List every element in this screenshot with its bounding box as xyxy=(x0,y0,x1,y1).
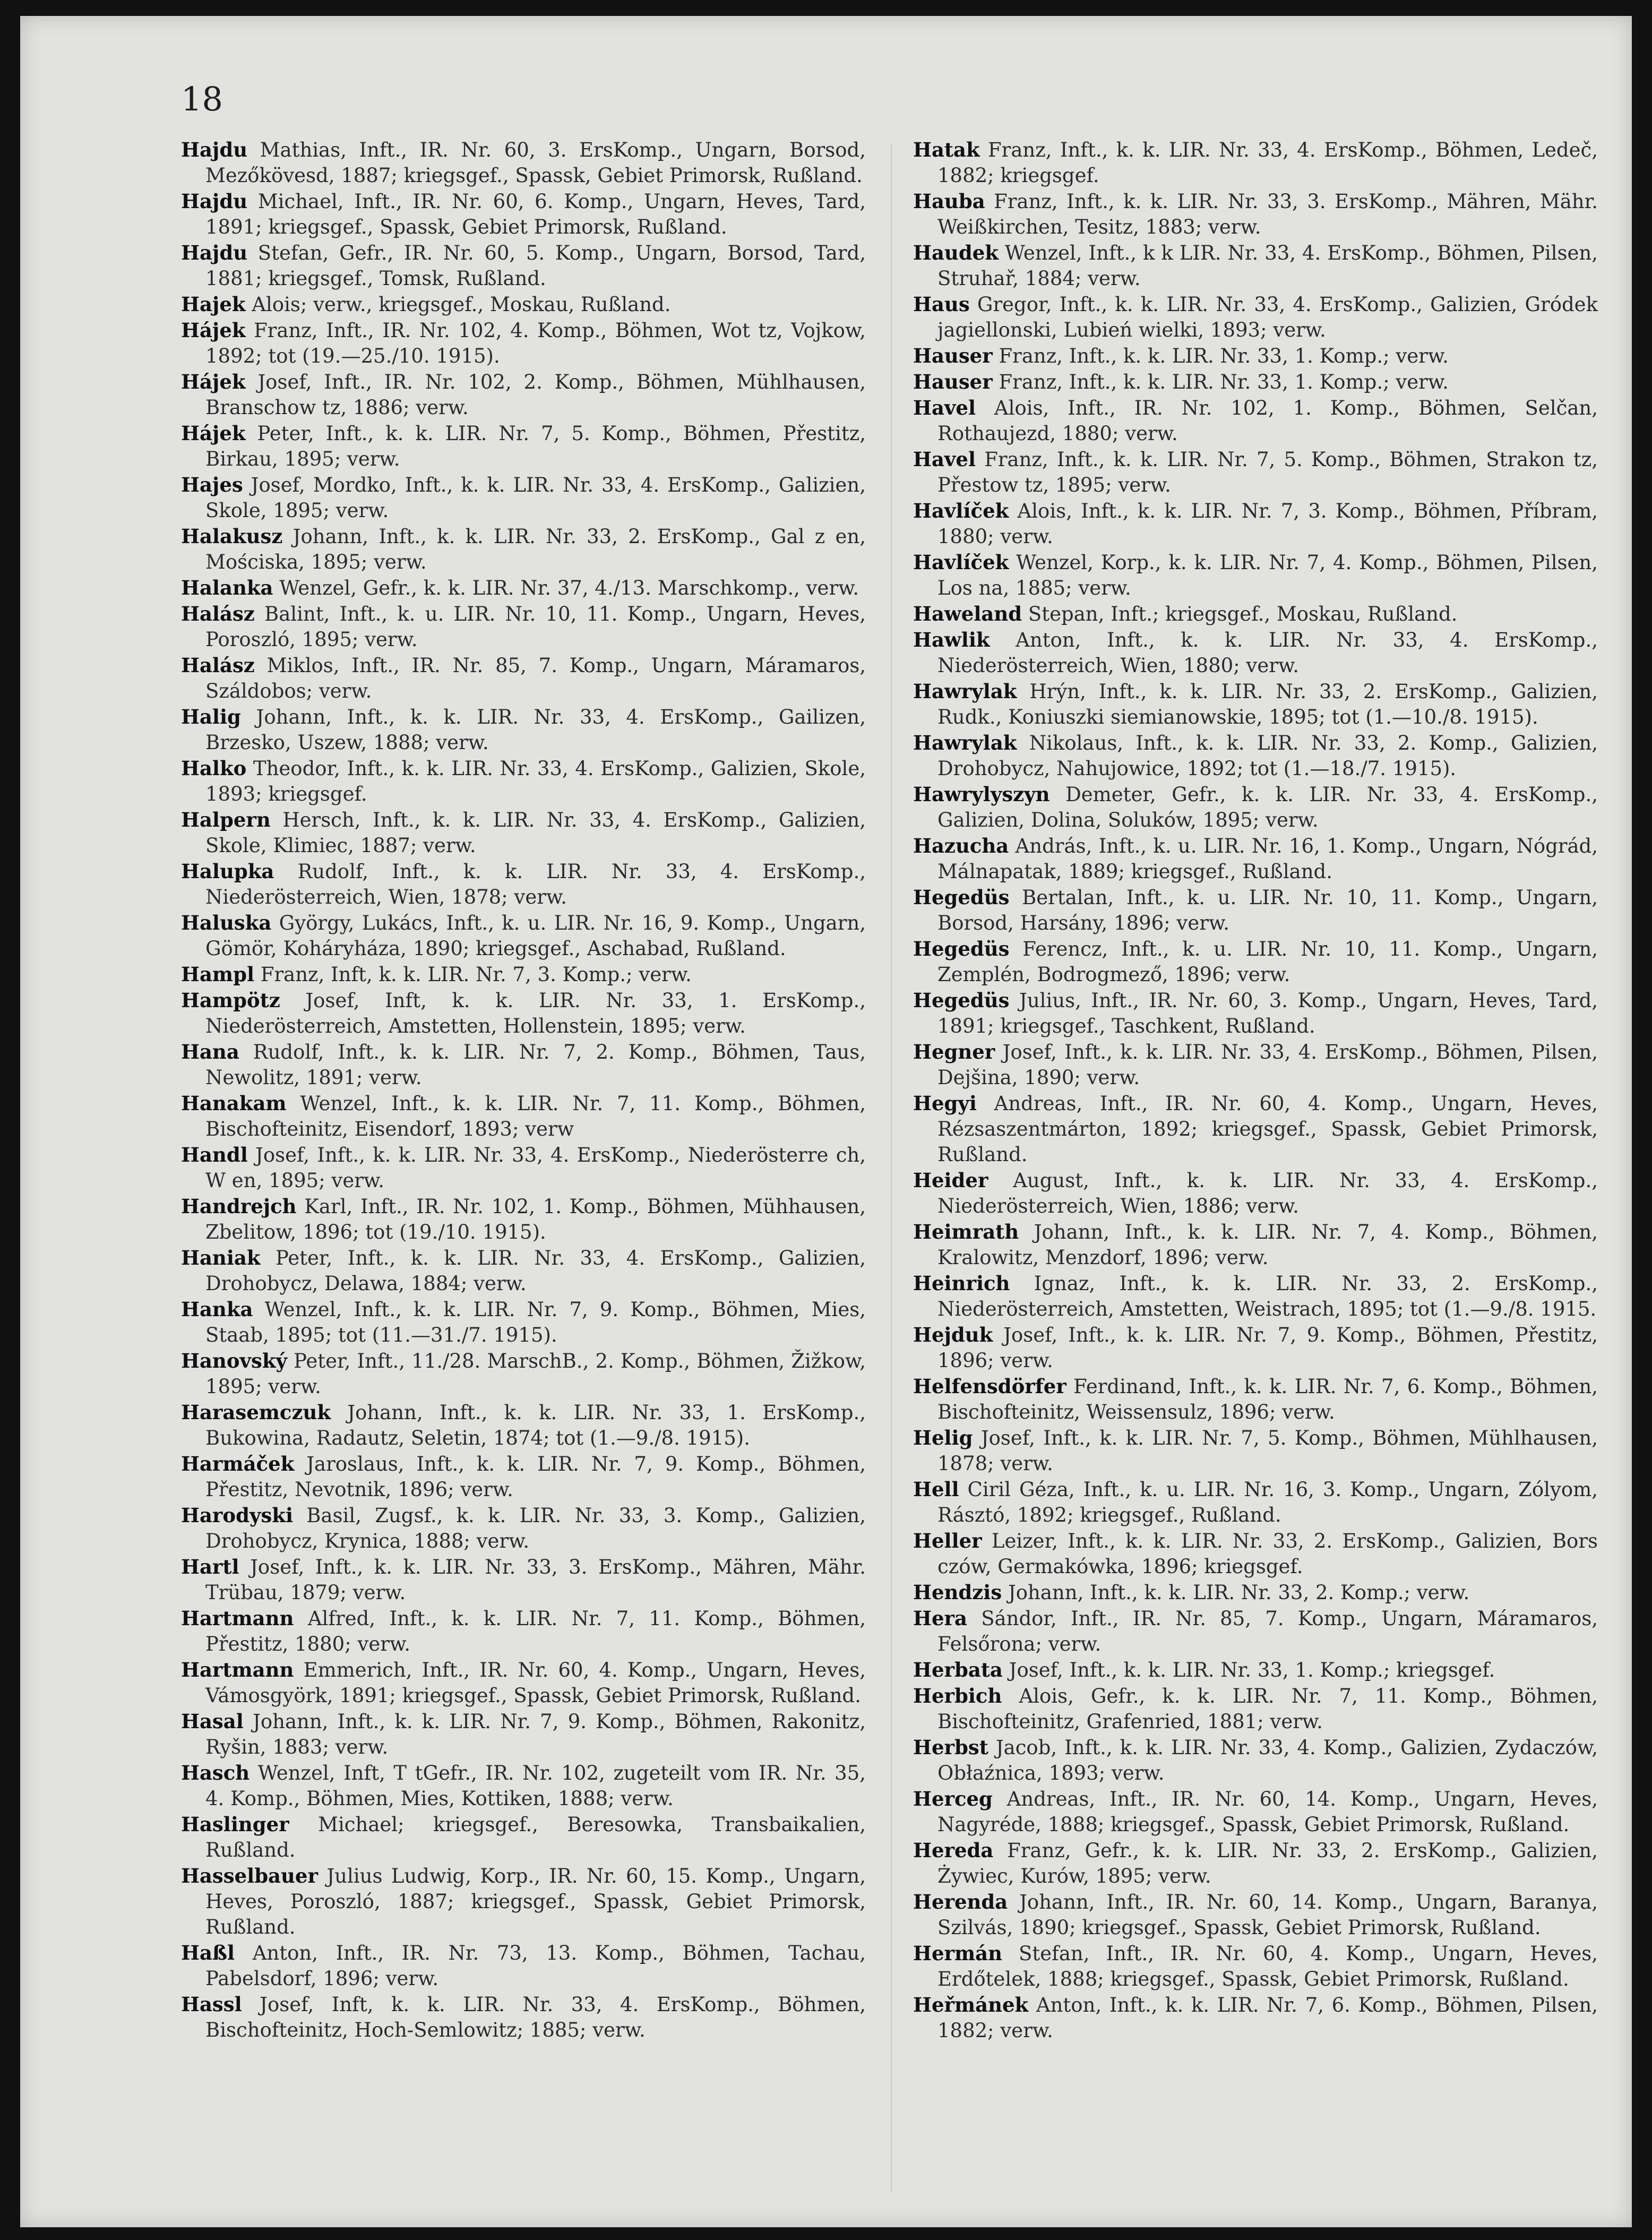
entry-surname: Halász xyxy=(181,654,255,677)
entry-details: Josef, Inft., IR. Nr. 102, 2. Komp., Böhmen, Mühlhausen, Branschow tz, 1886; verw. xyxy=(205,371,866,419)
entry-details: Michael; kriegsgef., Beresowka, Transbaikalien, Rußland. xyxy=(205,1813,866,1861)
entry-details: Hrýn, Inft., k. k. LIR. Nr. 33, 2. ErsKomp., Galizien, Rudk., Koniuszki siemianowskie, 1895; tot (1.—10./8. 1915). xyxy=(937,680,1598,728)
entry-surname: Hájek xyxy=(181,370,246,393)
entry-details: Rudolf, Inft., k. k. LIR. Nr. 33, 4. ErsKomp., Niederösterreich, Wien, 1878; verw. xyxy=(205,860,866,908)
list-entry xyxy=(181,1400,866,1451)
entry-details: Sándor, Inft., IR. Nr. 85, 7. Komp., Ungarn, Máramaros, Felsőrona; verw. xyxy=(937,1607,1598,1655)
entry-details: Josef, Inft., k. k. LIR. Nr. 33, 1. Komp.; kriegsgef. xyxy=(1009,1659,1495,1681)
entry-surname: Hauser xyxy=(913,370,993,393)
list-entry xyxy=(913,730,1598,782)
entry-surname: Heider xyxy=(913,1169,988,1192)
entry-surname: Hera xyxy=(913,1607,967,1630)
entry-surname: Hassl xyxy=(181,1993,242,2016)
list-entry xyxy=(181,137,866,188)
list-entry xyxy=(913,1606,1598,1657)
entry-details: Josef, Inft., k. k. LIR. Nr. 7, 9. Komp., Böhmen, Přestitz, 1896; verw. xyxy=(937,1324,1598,1372)
entry-details: Wenzel, Inft, T tGefr., IR. Nr. 102, zugeteilt vom IR. Nr. 35, 4. Komp., Böhmen, Mies, Kottiken, 1888; verw. xyxy=(205,1762,866,1810)
list-entry xyxy=(913,601,1598,627)
entry-details: Rudolf, Inft., k. k. LIR. Nr. 7, 2. Komp., Böhmen, Taus, Newolitz, 1891; verw. xyxy=(205,1041,866,1089)
entry-details: Josef, Inft., k. k. LIR. Nr. 33, 3. ErsKomp., Mähren, Mähr. Trübau, 1879; verw. xyxy=(205,1556,866,1604)
list-entry xyxy=(913,395,1598,447)
list-entry xyxy=(913,1683,1598,1735)
entry-surname: Hampötz xyxy=(181,989,280,1012)
document-page xyxy=(20,16,1632,2227)
entry-surname: Hampl xyxy=(181,963,255,986)
entry-details: Johann, Inft., k. k. LIR. Nr. 33, 2. ErsKomp., Gal z en, Mościska, 1895; verw. xyxy=(205,525,866,573)
list-entry xyxy=(181,1812,866,1863)
entry-details: Anton, Inft., k. k. LIR. Nr. 33, 4. ErsKomp., Niederösterreich, Wien, 1880; verw. xyxy=(937,629,1598,677)
entry-details: Karl, Inft., IR. Nr. 102, 1. Komp., Böhmen, Mühhausen, Zbelitow, 1896; tot (19./10. 1915). xyxy=(205,1195,866,1243)
entry-details: Michael, Inft., IR. Nr. 60, 6. Komp., Ungarn, Heves, Tard, 1891; kriegsgef., Spassk, Gebiet Primorsk, Rußland. xyxy=(205,190,866,238)
entry-details: Ferencz, Inft., k. u. LIR. Nr. 10, 11. Komp., Ungarn, Zemplén, Bodrogmező, 1896; verw. xyxy=(937,938,1598,986)
list-entry xyxy=(913,369,1598,395)
entry-details: Alfred, Inft., k. k. LIR. Nr. 7, 11. Komp., Böhmen, Přestitz, 1880; verw. xyxy=(205,1607,866,1655)
entry-surname: Hauba xyxy=(913,190,985,213)
list-entry xyxy=(913,1735,1598,1786)
list-entry xyxy=(913,1528,1598,1580)
entry-details: Franz, Inft., k. k. LIR. Nr. 33, 3. ErsKomp., Mähren, Mähr. Weißkirchen, Tesitz, 1883; verw. xyxy=(937,190,1598,238)
entry-surname: Hájek xyxy=(181,422,246,445)
list-entry xyxy=(913,137,1598,188)
list-entry xyxy=(913,1091,1598,1168)
entry-surname: Hawrylyszyn xyxy=(913,783,1050,806)
entry-details: Nikolaus, Inft., k. k. LIR. Nr. 33, 2. Komp., Galizien, Drohobycz, Nahujowice, 1892; tot (1.—18./7. 1915). xyxy=(937,732,1598,780)
list-entry xyxy=(181,859,866,910)
list-entry xyxy=(913,1580,1598,1606)
list-entry xyxy=(181,1760,866,1812)
entry-details: Josef, Inft, k. k. LIR. Nr. 33, 4. ErsKomp., Böhmen, Bischofteinitz, Hoch-Semlowitz; 1885; verw. xyxy=(205,1993,866,2041)
entry-details: Alois, Inft., k. k. LIR. Nr. 7, 3. Komp., Böhmen, Příbram, 1880; verw. xyxy=(937,500,1598,548)
entry-surname: Hegedüs xyxy=(913,989,1010,1012)
entry-surname: Harodyski xyxy=(181,1504,293,1527)
list-entry xyxy=(913,885,1598,936)
list-entry xyxy=(913,1941,1598,1992)
list-entry xyxy=(181,988,866,1039)
list-entry xyxy=(181,291,866,317)
entry-details: Julius Ludwig, Korp., IR. Nr. 60, 15. Komp., Ungarn, Heves, Poroszló, 1887; kriegsgef., Spassk, Gebiet Primorsk, Rußland. xyxy=(205,1865,866,1938)
list-entry xyxy=(181,653,866,704)
entry-details: August, Inft., k. k. LIR. Nr. 33, 4. ErsKomp., Niederösterreich, Wien, 1886; verw. xyxy=(937,1169,1598,1217)
entry-surname: Hawrylak xyxy=(913,731,1017,754)
list-entry xyxy=(181,910,866,962)
entry-surname: Havel xyxy=(913,396,976,419)
list-entry xyxy=(181,369,866,420)
entry-details: Basil, Zugsf., k. k. LIR. Nr. 33, 3. Komp., Galizien, Drohobycz, Krynica, 1888; verw. xyxy=(205,1504,866,1552)
entry-details: Peter, Inft., k. k. LIR. Nr. 7, 5. Komp., Böhmen, Přestitz, Birkau, 1895; verw. xyxy=(205,422,866,470)
entry-surname: Hajek xyxy=(181,293,246,316)
entry-surname: Hájek xyxy=(181,319,246,342)
list-entry xyxy=(913,240,1598,291)
entry-details: Franz, Inft., k. k. LIR. Nr. 33, 4. ErsKomp., Böhmen, Ledeč, 1882; kriegsgef. xyxy=(937,139,1598,187)
entry-surname: Halász xyxy=(181,602,255,625)
list-entry xyxy=(913,1219,1598,1271)
list-entry xyxy=(913,550,1598,601)
list-entry xyxy=(181,420,866,472)
entry-surname: Heimrath xyxy=(913,1220,1019,1243)
entry-details: Ciril Géza, Inft., k. u. LIR. Nr. 16, 3. Komp., Ungarn, Zólyom, Rásztó, 1892; kriegsgef., Rußland. xyxy=(937,1478,1598,1526)
left-column xyxy=(181,137,866,2192)
list-entry xyxy=(181,1606,866,1657)
list-entry xyxy=(181,317,866,369)
entry-details: Franz, Inft., IR. Nr. 102, 4. Komp., Böhmen, Wot tz, Vojkow, 1892; tot (19.—25./10. 1915). xyxy=(205,319,866,367)
entry-details: Demeter, Gefr., k. k. LIR. Nr. 33, 4. ErsKomp., Galizien, Dolina, Solukόw, 1895; verw. xyxy=(937,783,1598,831)
list-entry xyxy=(181,1194,866,1245)
entry-surname: Herbst xyxy=(913,1736,988,1759)
entry-surname: Hasal xyxy=(181,1710,244,1733)
list-entry xyxy=(913,1657,1598,1683)
entry-surname: Handrejch xyxy=(181,1195,297,1218)
entry-surname: Hasselbauer xyxy=(181,1864,318,1887)
entry-surname: Hanovský xyxy=(181,1349,287,1372)
entry-surname: Haus xyxy=(913,293,970,316)
entry-surname: Haslinger xyxy=(181,1813,289,1836)
entry-surname: Helig xyxy=(913,1426,973,1449)
list-entry xyxy=(913,498,1598,550)
entry-details: Peter, Inft., k. k. LIR. Nr. 33, 4. ErsKomp., Galizien, Drohobycz, Delawa, 1884; verw. xyxy=(205,1247,866,1295)
entry-details: Franz, Inft., k. k. LIR. Nr. 33, 1. Komp.; verw. xyxy=(999,371,1449,393)
entry-surname: Hereda xyxy=(913,1839,994,1862)
entry-details: Mathias, Inft., IR. Nr. 60, 3. ErsKomp., Ungarn, Borsod, Mezőkövesd, 1887; kriegsgef., Spassk, Gebiet Primorsk, Rußland. xyxy=(205,139,866,187)
entry-surname: Hawrylak xyxy=(913,680,1017,703)
entry-surname: Havel xyxy=(913,448,976,471)
entry-details: Andreas, Inft., IR. Nr. 60, 14. Komp., Ungarn, Heves, Nagyréde, 1888; kriegsgef., Spassk, Gebiet Primorsk, Rußland. xyxy=(937,1788,1598,1836)
entry-details: Josef, Inft., k. k. LIR. Nr. 33, 4. ErsKomp., Niederösterre ch, W en, 1895; verw. xyxy=(205,1144,866,1192)
entry-surname: Hartmann xyxy=(181,1658,294,1681)
entry-details: Franz, Inft., k. k. LIR. Nr. 7, 5. Komp., Böhmen, Strakon tz, Přestow tz, 1895; verw. xyxy=(937,448,1598,496)
entry-details: Bertalan, Inft., k. u. LIR. Nr. 10, 11. Komp., Ungarn, Borsod, Harsány, 1896; verw. xyxy=(937,886,1598,934)
list-entry xyxy=(913,1992,1598,2044)
entry-details: Wenzel, Inft., k k LIR. Nr. 33, 4. ErsKomp., Böhmen, Pilsen, Struhař, 1884; verw. xyxy=(937,242,1598,290)
entry-details: Josef, Inft., k. k. LIR. Nr. 7, 5. Komp., Böhmen, Mühlhausen, 1878; verw. xyxy=(937,1427,1598,1475)
list-entry xyxy=(913,833,1598,885)
list-entry xyxy=(913,1786,1598,1838)
entry-surname: Heller xyxy=(913,1529,982,1552)
entry-surname: Hendzis xyxy=(913,1581,1002,1604)
entry-details: Julius, Inft., IR. Nr. 60, 3. Komp., Ungarn, Heves, Tard, 1891; kriegsgef., Taschkent, Rußland. xyxy=(937,989,1598,1037)
list-entry xyxy=(181,1554,866,1606)
entry-details: Josef, Inft, k. k. LIR. Nr. 33, 1. ErsKomp., Niederösterreich, Amstetten, Hollenstein, 1895; verw. xyxy=(205,989,866,1037)
entry-details: György, Lukács, Inft., k. u. LIR. Nr. 16, 9. Komp., Ungarn, Gömör, Koháryháza, 1890; kriegsgef., Aschabad, Rußland. xyxy=(205,912,866,960)
list-entry xyxy=(913,1477,1598,1528)
entry-details: Johann, Inft., k. k. LIR. Nr. 33, 1. ErsKomp., Bukowina, Radautz, Seletin, 1874; tot (1.—9./8. 1915). xyxy=(205,1401,866,1449)
entry-surname: Hajdu xyxy=(181,190,248,213)
list-entry xyxy=(913,1271,1598,1322)
list-entry xyxy=(181,472,866,523)
entry-surname: Heinrich xyxy=(913,1272,1010,1295)
entry-surname: Haluska xyxy=(181,911,272,934)
entry-details: Hersch, Inft., k. k. LIR. Nr. 33, 4. ErsKomp., Galizien, Skole, Klimiec, 1887; verw. xyxy=(205,809,866,857)
entry-details: Andreas, Inft., IR. Nr. 60, 4. Komp., Ungarn, Heves, Rézsaszentmárton, 1892; kriegsgef., Spassk, Gebiet Primorsk, Rußland. xyxy=(937,1092,1598,1166)
entry-surname: Hegedüs xyxy=(913,937,1010,960)
entry-details: Balint, Inft., k. u. LIR. Nr. 10, 11. Komp., Ungarn, Heves, Poroszló, 1895; verw. xyxy=(205,603,866,651)
entry-surname: Helfensdörfer xyxy=(913,1375,1066,1398)
entry-details: Alois; verw., kriegsgef., Moskau, Rußland. xyxy=(252,293,671,316)
list-entry xyxy=(913,447,1598,498)
entry-details: Emmerich, Inft., IR. Nr. 60, 4. Komp., Ungarn, Heves, Vámosgyörk, 1891; kriegsgef., Spassk, Gebiet Primorsk, Rußland. xyxy=(205,1659,866,1707)
list-entry xyxy=(913,1374,1598,1425)
entry-details: Gregor, Inft., k. k. LIR. Nr. 33, 4. ErsKomp., Galizien, Gródek jagiellonski, Lubień wielki, 1893; verw. xyxy=(937,293,1598,341)
list-entry xyxy=(181,575,866,601)
list-entry xyxy=(913,343,1598,369)
entry-details: Ferdinand, Inft., k. k. LIR. Nr. 7, 6. Komp., Böhmen, Bischofteinitz, Weissensulz, 1896; verw. xyxy=(937,1375,1598,1423)
entry-details: Stepan, Inft.; kriegsgef., Moskau, Rußland. xyxy=(1028,603,1458,625)
entry-surname: Hazucha xyxy=(913,834,1009,857)
entry-details: Johann, Inft., k. k. LIR. Nr. 7, 9. Komp., Böhmen, Rakonitz, Ryšin, 1883; verw. xyxy=(205,1710,866,1758)
entry-surname: Hegedüs xyxy=(913,886,1010,909)
list-entry xyxy=(181,1245,866,1297)
list-entry xyxy=(913,1322,1598,1374)
entry-surname: Hejduk xyxy=(913,1323,993,1346)
list-entry xyxy=(181,188,866,240)
entry-surname: Herbata xyxy=(913,1658,1003,1681)
entry-details: Franz, Inft., k. k. LIR. Nr. 33, 1. Komp.; verw. xyxy=(999,345,1449,367)
list-entry xyxy=(913,188,1598,240)
list-entry xyxy=(913,1889,1598,1941)
entry-surname: Herbich xyxy=(913,1684,1002,1707)
entry-surname: Hell xyxy=(913,1478,959,1501)
list-entry xyxy=(181,756,866,807)
entry-surname: Halpern xyxy=(181,808,271,831)
list-entry xyxy=(913,1425,1598,1477)
entry-surname: Haudek xyxy=(913,241,999,264)
entry-details: Ignaz, Inft., k. k. LIR. Nr. 33, 2. ErsKomp., Niederösterreich, Amstetten, Weistrach, 1895; tot (1.—9./8. 1915. xyxy=(937,1272,1598,1320)
entry-surname: Handl xyxy=(181,1143,248,1166)
list-entry xyxy=(181,1297,866,1348)
entry-details: Wenzel, Inft., k. k. LIR. Nr. 7, 9. Komp., Böhmen, Mies, Staab, 1895; tot (11.—31./7. 1915). xyxy=(205,1298,866,1346)
entry-surname: Hartl xyxy=(181,1555,239,1578)
entry-surname: Haweland xyxy=(913,602,1022,625)
list-entry xyxy=(181,1863,866,1940)
entry-details: Alois, Inft., IR. Nr. 102, 1. Komp., Böhmen, Selčan, Rothaujezd, 1880; verw. xyxy=(937,397,1598,445)
entry-details: Jaroslaus, Inft., k. k. LIR. Nr. 7, 9. Komp., Böhmen, Přestitz, Nevotnik, 1896; verw. xyxy=(205,1453,866,1501)
entry-details: Jacob, Inft., k. k. LIR. Nr. 33, 4. Komp., Galizien, Zydaczów, Obłaźnica, 1893; verw. xyxy=(937,1736,1598,1784)
list-entry xyxy=(181,1657,866,1709)
entry-surname: Harasemczuk xyxy=(181,1401,331,1424)
entry-details: Stefan, Inft., IR. Nr. 60, 4. Komp., Ungarn, Heves, Erdőtelek, 1888; kriegsgef., Spassk, Gebiet Primorsk, Rußland. xyxy=(937,1942,1598,1990)
entry-surname: Halig xyxy=(181,705,241,728)
entry-surname: Haßl xyxy=(181,1941,235,1964)
list-entry xyxy=(181,962,866,988)
entry-surname: Heřmánek xyxy=(913,1993,1029,2016)
list-entry xyxy=(181,1940,866,1992)
entry-surname: Hanakam xyxy=(181,1092,287,1115)
list-entry xyxy=(913,1168,1598,1219)
list-entry xyxy=(913,988,1598,1039)
entry-details: Johann, Inft., k. k. LIR. Nr. 33, 4. ErsKomp., Gailizen, Brzesko, Uszew, 1888; verw. xyxy=(205,706,866,754)
entry-surname: Halko xyxy=(181,757,247,780)
list-entry xyxy=(181,1451,866,1503)
page-number: 18 xyxy=(181,80,223,118)
entry-details: Johann, Inft., k. k. LIR. Nr. 33, 2. Komp.; verw. xyxy=(1008,1581,1470,1604)
list-entry xyxy=(913,936,1598,988)
entry-details: Johann, Inft., IR. Nr. 60, 14. Komp., Ungarn, Baranya, Szilvás, 1890; kriegsgef., Spassk, Gebiet Primorsk, Rußland. xyxy=(937,1891,1598,1939)
list-entry xyxy=(181,1709,866,1760)
entry-surname: Hartmann xyxy=(181,1607,294,1630)
list-entry xyxy=(913,1838,1598,1889)
entry-details: Alois, Gefr., k. k. LIR. Nr. 7, 11. Komp., Böhmen, Bischofteinitz, Grafenried, 1881; verw. xyxy=(937,1685,1598,1733)
list-entry xyxy=(181,807,866,859)
list-entry xyxy=(181,704,866,756)
entry-surname: Herceg xyxy=(913,1787,993,1810)
list-entry xyxy=(181,523,866,575)
entry-details: Josef, Mordko, Inft., k. k. LIR. Nr. 33, 4. ErsKomp., Galizien, Skole, 1895; verw. xyxy=(205,474,866,522)
entry-surname: Halanka xyxy=(181,576,273,599)
entry-details: Anton, Inft., IR. Nr. 73, 13. Komp., Böhmen, Tachau, Pabelsdorf, 1896; verw. xyxy=(205,1942,866,1990)
list-entry xyxy=(913,627,1598,679)
entry-surname: Haniak xyxy=(181,1246,261,1269)
entry-surname: Hana xyxy=(181,1040,239,1063)
entry-surname: Hajdu xyxy=(181,241,248,264)
entry-details: Anton, Inft., k. k. LIR. Nr. 7, 6. Komp., Böhmen, Pilsen, 1882; verw. xyxy=(937,1994,1598,2042)
entry-surname: Havlíček xyxy=(913,551,1009,574)
list-entry xyxy=(181,1992,866,2043)
list-entry xyxy=(181,240,866,291)
list-entry xyxy=(181,1142,866,1194)
list-entry xyxy=(181,1039,866,1091)
entry-details: Stefan, Gefr., IR. Nr. 60, 5. Komp., Ungarn, Borsod, Tard, 1881; kriegsgef., Tomsk, Rußland. xyxy=(205,242,866,290)
list-entry xyxy=(181,1091,866,1142)
entry-surname: Hermán xyxy=(913,1942,1003,1965)
right-column xyxy=(913,137,1598,2192)
entry-details: Wenzel, Korp., k. k. LIR. Nr. 7, 4. Komp., Böhmen, Pilsen, Los na, 1885; verw. xyxy=(937,551,1598,599)
column-divider xyxy=(891,143,892,2193)
entry-surname: Hegyi xyxy=(913,1092,977,1115)
entry-surname: Hanka xyxy=(181,1298,253,1321)
entry-surname: Havlíček xyxy=(913,499,1009,522)
entry-surname: Hegner xyxy=(913,1040,995,1063)
entry-details: Josef, Inft., k. k. LIR. Nr. 33, 4. ErsKomp., Böhmen, Pilsen, Dejšina, 1890; verw. xyxy=(937,1041,1598,1089)
entry-details: Leizer, Inft., k. k. LIR. Nr. 33, 2. ErsKomp., Galizien, Bors czów, Germakówka, 1896; kriegsgef. xyxy=(937,1530,1598,1578)
list-entry xyxy=(181,1503,866,1554)
list-entry xyxy=(913,1039,1598,1091)
entry-surname: Halupka xyxy=(181,860,274,883)
entry-details: Wenzel, Inft., k. k. LIR. Nr. 7, 11. Komp., Böhmen, Bischofteinitz, Eisendorf, 1893; verw xyxy=(205,1092,866,1140)
entry-details: András, Inft., k. u. LIR. Nr. 16, 1. Komp., Ungarn, Nógrád, Málnapatak, 1889; kriegsgef., Rußland. xyxy=(937,835,1598,883)
entry-details: Franz, Inft, k. k. LIR. Nr. 7, 3. Komp.; verw. xyxy=(260,963,692,986)
entry-surname: Halakusz xyxy=(181,525,283,548)
entry-surname: Hajdu xyxy=(181,138,248,161)
list-entry xyxy=(181,1348,866,1400)
entry-details: Johann, Inft., k. k. LIR. Nr. 7, 4. Komp., Böhmen, Kralowitz, Menzdorf, 1896; verw. xyxy=(937,1221,1598,1269)
entry-surname: Hatak xyxy=(913,138,980,161)
entry-surname: Hauser xyxy=(913,344,993,367)
entry-details: Franz, Gefr., k. k. LIR. Nr. 33, 2. ErsKomp., Galizien, Żywiec, Kurów, 1895; verw. xyxy=(937,1839,1598,1887)
list-entry xyxy=(913,291,1598,343)
entry-details: Peter, Inft., 11./28. MarschB., 2. Komp., Böhmen, Žižkow, 1895; verw. xyxy=(205,1350,866,1398)
entry-surname: Hajes xyxy=(181,473,243,496)
entry-details: Theodor, Inft., k. k. LIR. Nr. 33, 4. ErsKomp., Galizien, Skole, 1893; kriegsgef. xyxy=(205,757,866,805)
entry-surname: Harmáček xyxy=(181,1452,295,1475)
list-entry xyxy=(913,679,1598,730)
list-entry xyxy=(913,782,1598,833)
entry-surname: Hawlik xyxy=(913,628,990,651)
entry-details: Wenzel, Gefr., k. k. LIR. Nr. 37, 4./13. Marschkomp., verw. xyxy=(279,577,859,599)
list-entry xyxy=(181,601,866,653)
entry-surname: Herenda xyxy=(913,1890,1008,1913)
entry-details: Miklos, Inft., IR. Nr. 85, 7. Komp., Ungarn, Máramaros, Száldobos; verw. xyxy=(205,654,866,702)
entry-surname: Hasch xyxy=(181,1761,250,1784)
